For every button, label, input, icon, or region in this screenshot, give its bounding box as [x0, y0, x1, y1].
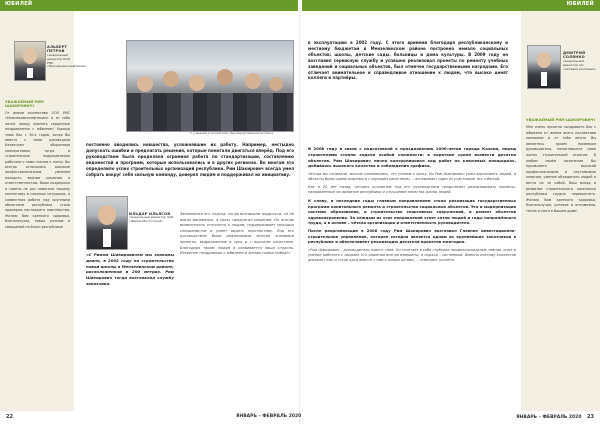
- event-photo: [126, 40, 294, 132]
- center-left-column: [86, 142, 294, 177]
- ilyasov-credit: [129, 212, 179, 223]
- petrov-greeting: УВАЖАЕМЫЙ РИМ ШАКИРОВИЧ!: [5, 100, 44, 108]
- left-sidebar: [0, 11, 87, 411]
- left-rubric: ЮБИЛЕЙ: [5, 1, 33, 7]
- petrov-name: АЛЬБЕРТ ПЕТРОВ: [47, 45, 68, 54]
- right-para-one: К слову, в последние годы главным направлением стала реализация государственных программ капитального ремонта и строительства социальных объектов. Это и модернизация системы образования, и строительство спортивных сооружений, и ремонт объектов здравоохранения. За каждым из этих направлений стоят сотни людей и годы напряжённого труда, а в основе – чёткая организация и ответственность руководителя.: [308, 198, 516, 226]
- left-header-bar: [0, 0, 298, 11]
- right-issue: ЯНВАРЬ – ФЕВРАЛЬ 2020: [516, 415, 582, 420]
- petrov-portrait: [14, 41, 46, 81]
- page-gutter: [299, 0, 301, 424]
- right-para-two: После реорганизации в 2008 году Рим Шакирович возглавил Главное инвестиционно-строительное управление, которое сегодня является одним из крупнейших заказчиков в республике и обеспечивает реализацию десятков проектов ежегодно.: [308, 227, 516, 245]
- left-footer: [6, 414, 302, 420]
- solyanko-role: генеральный директор АО «Сетевая компания»: [563, 59, 596, 71]
- left-page-number: 22: [6, 414, 13, 420]
- petrov-role: генеральный директор ООО УМС «Нижнекамскнефтехим»: [47, 53, 87, 69]
- solyanko-portrait: [527, 45, 561, 89]
- right-quote-three: «Рим Шакирович – руководитель нового типа. Он сочетает в себе глубокие профессиональные знания, опыт и умение работать с людьми. Его решения всегда взвешены, а подход – системный. Именно поэтому коллектив доверяет ему и готов идти вместе с ним к новым целям», – отмечают коллеги.: [308, 247, 516, 263]
- right-sidebar-text: [526, 115, 596, 215]
- solyanko-name: ДМИТРИЙ СОЛЯНКО: [563, 51, 586, 60]
- left-issue: ЯНВАРЬ – ФЕВРАЛЬ 2020: [236, 414, 302, 419]
- right-quote-one: «Когда мы начинали, многие сомневались, что успеем к сроку. Но Рим Шакирович умел вдохновить людей, и объекты были сданы вовремя и с хорошим качеством», – вспоминает один из участников тех событий.: [308, 172, 516, 182]
- top-right-text: в эксплуатацию в 2002 году. С этого времени благодаря республиканскому и местному бюджетам в Мензелинском районе построено немало социальных объектов: школы, детские сады, больницы и дома культуры. В 2009 году он возглавил сервисную службу и успешно реализовал проекты по ремонту учебных заведений и социальных объектов, был отмечен государственными наградами. Его отличает внимательное и справедливое отношение к людям, что высоко ценят коллеги и партнёры.: [308, 40, 508, 81]
- left-sidebar-person: [47, 45, 87, 69]
- top-right-column: [308, 40, 508, 81]
- right-sidebar-person: [563, 51, 599, 71]
- left-sidebar-text: [5, 97, 70, 230]
- right-main-column: [308, 146, 516, 263]
- right-quote-two: Как и 20 лет назад, сегодня коллектив под его руководством продолжает реализовывать проекты, направленные на развитие республики и улучшение качества жизни людей.: [308, 184, 516, 194]
- solyanko-greeting: УВАЖАЕМЫЙ РИМ ШАКИРОВИЧ!: [526, 118, 596, 122]
- ilyasov-portrait: [86, 196, 128, 250]
- ilyasov-quote-continued: [180, 212, 294, 257]
- right-page-number: 23: [587, 414, 594, 420]
- ilyasov-quote-lead: «С Римом Шакировичем мы знакомы давно, в 2002 году на строительство новой школы в Мензелинском районе, расположенной в 200 метрах. Рим Шакирович тогда возглавлял службу заказчика.: [86, 252, 174, 286]
- right-sidebar: [521, 11, 600, 411]
- event-photo-caption: С учеными и коллегами. Производственная встреча: [190, 131, 273, 135]
- ilyasov-role: генеральный директор ЗАО «Фирма-Мостострой»: [129, 215, 174, 223]
- ilyasov-quote-body: Запомнился его подход: когда возникали трудности, он не искал виноватых, а сразу предлагал решение. Он всегда внимательно относится к людям, поддерживает молодых специалистов и умеет видеть перспективу. Под его руководством были реализованы многие значимые проекты, выдержанные в срок и с высоким качеством. Благодаря таким людям и развивается наша отрасль. Искренне поздравляю с юбилеем и желаю новых побед!»: [180, 212, 294, 256]
- right-footer: [516, 414, 594, 420]
- petrov-text: От имени коллектива ООО УМС «Нижнекамскнефтехим» и от себя лично прошу принять сердечные поздравления с юбилеем! Хорошо знаю Вас с 30-х годов, когда Вы вместе с нами руководили Казанским оборонным кооперативом, тогда и строительные подразделения работали с нами плечом к плечу. Вы всегда отличались высоким профессионализмом, умением находить верные решения и ответственностью. Ваша поддержка и советы не раз помогали нашему коллективу в сложных ситуациях, а совместная работа над крупными объектами республики стала примером настоящего партнёрства. Желаю Вам крепкого здоровья, благополучия, новых успехов и свершений на благо республики!: [5, 111, 70, 229]
- ilyasov-quote: [86, 252, 174, 287]
- solyanko-text: Мне очень приятно поздравить Вас с юбилеем от имени всего коллектива компании и от себя лично. Вы являетесь ярким примером руководителя, посвятившего свою жизнь строительной отрасли. В любом своём начинании Вы проявляете высокий профессионализм и неутомимую энергию, умение объединять людей и вести их за собой. Ваш вклад в развитие строительного комплекса республики трудно переоценить. Желаю Вам крепкого здоровья, благополучия, успехов и оптимизма, тепла и уюта в Вашем доме!: [526, 125, 596, 213]
- center-left-text: постоянно вводились новшества, усложнявшие их работу. Например, нестыдно допускать ошибки и предлагать решения, которые помогали двигаться вперёд. Под его руководством была проделана огромная работа по стандартизации, составлению ведомостей и программ, которые использовались и в других регионах. Во многом это определило успех строительных организаций республики. Рим Шакирович всегда умел собрать вокруг себя сильную команду, доверял людям и поддерживал их инициативу.: [86, 142, 294, 177]
- ilyasov-name: ИЛЬДАР ИЛЬЯСОВ: [129, 212, 171, 216]
- right-lead: В 2008 году в связи с подготовкой к празднованию 1000-летия города Казани, перед строителями стояли задачи особой сложности: в короткие сроки возвести десятки объектов. Рим Шакирович лично контролировал ход работ на ключевых площадках, добиваясь высокого качества и соблюдения графика.: [308, 146, 516, 169]
- right-header-bar: [302, 0, 600, 11]
- right-rubric: ЮБИЛЕЙ: [566, 1, 594, 7]
